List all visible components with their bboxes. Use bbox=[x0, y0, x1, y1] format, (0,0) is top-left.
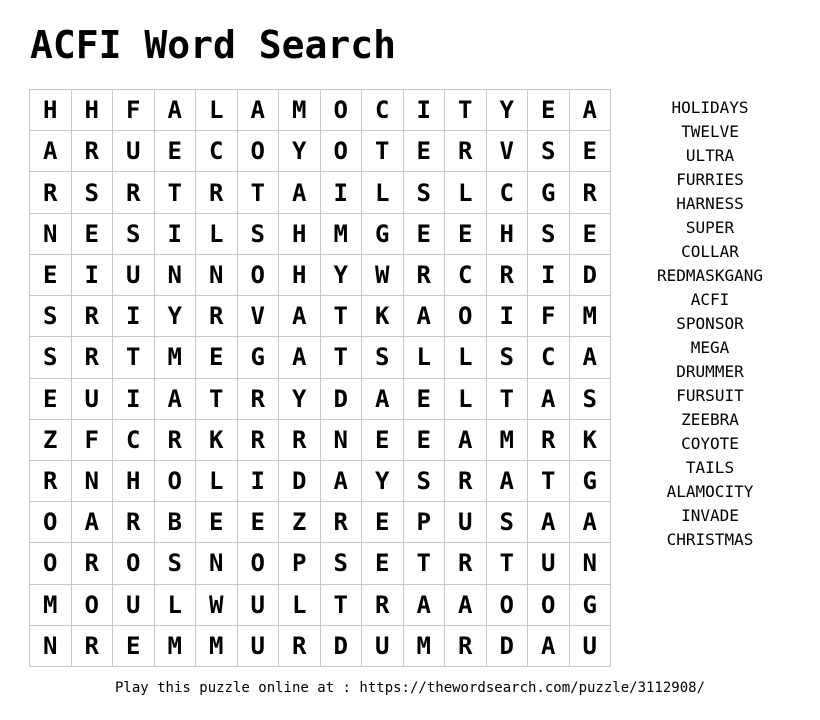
grid-cell[interactable]: R bbox=[404, 255, 446, 296]
grid-cell[interactable]: O bbox=[113, 543, 155, 584]
word-list-item: TAILS bbox=[685, 458, 735, 477]
grid-cell[interactable]: E bbox=[113, 626, 155, 667]
grid-cell[interactable]: R bbox=[321, 502, 363, 543]
grid-cell[interactable]: G bbox=[528, 172, 570, 213]
grid-cell[interactable]: N bbox=[196, 255, 238, 296]
grid-cell[interactable]: I bbox=[113, 296, 155, 337]
word-list-item: CHRISTMAS bbox=[666, 530, 754, 549]
grid-cell[interactable]: R bbox=[570, 172, 612, 213]
grid-cell[interactable]: C bbox=[196, 131, 238, 172]
grid-cell[interactable]: S bbox=[30, 337, 72, 378]
grid-cell[interactable]: T bbox=[362, 131, 404, 172]
grid-cell[interactable]: I bbox=[238, 461, 280, 502]
grid-cell[interactable]: E bbox=[196, 502, 238, 543]
grid-cell[interactable]: U bbox=[445, 502, 487, 543]
grid-cell[interactable]: R bbox=[196, 296, 238, 337]
word-list-item: TWELVE bbox=[681, 122, 739, 141]
grid-cell[interactable]: I bbox=[155, 214, 197, 255]
grid-cell[interactable]: T bbox=[196, 379, 238, 420]
word-list-item: INVADE bbox=[681, 506, 739, 525]
grid-cell[interactable]: A bbox=[279, 172, 321, 213]
grid-cell[interactable]: M bbox=[404, 626, 446, 667]
grid-cell[interactable]: R bbox=[445, 461, 487, 502]
grid-cell[interactable]: S bbox=[487, 337, 529, 378]
grid-cell[interactable]: S bbox=[72, 172, 114, 213]
grid-cell[interactable]: S bbox=[570, 379, 612, 420]
grid-cell[interactable]: T bbox=[445, 90, 487, 131]
grid-cell[interactable]: O bbox=[238, 255, 280, 296]
grid-cell[interactable]: L bbox=[445, 379, 487, 420]
grid-cell[interactable]: O bbox=[321, 131, 363, 172]
word-list-item: COLLAR bbox=[681, 242, 739, 261]
grid-cell[interactable]: A bbox=[445, 585, 487, 626]
grid-cell[interactable]: E bbox=[362, 543, 404, 584]
grid-cell[interactable]: R bbox=[113, 502, 155, 543]
grid-cell[interactable]: C bbox=[362, 90, 404, 131]
grid-cell[interactable]: E bbox=[196, 337, 238, 378]
grid-cell[interactable]: O bbox=[487, 585, 529, 626]
grid-cell[interactable]: E bbox=[362, 502, 404, 543]
grid-cell[interactable]: O bbox=[30, 543, 72, 584]
grid-cell[interactable]: A bbox=[570, 337, 612, 378]
grid-cell[interactable]: F bbox=[113, 90, 155, 131]
word-list-item: ZEEBRA bbox=[681, 410, 739, 429]
grid-cell[interactable]: T bbox=[155, 172, 197, 213]
grid-cell[interactable]: A bbox=[279, 337, 321, 378]
grid-cell[interactable]: R bbox=[279, 626, 321, 667]
grid-cell[interactable]: S bbox=[487, 502, 529, 543]
grid-cell[interactable]: L bbox=[196, 214, 238, 255]
grid-cell[interactable]: N bbox=[30, 214, 72, 255]
grid-cell[interactable]: T bbox=[528, 461, 570, 502]
grid-cell[interactable]: L bbox=[445, 172, 487, 213]
grid-cell[interactable]: R bbox=[279, 420, 321, 461]
grid-cell[interactable]: A bbox=[321, 461, 363, 502]
letter-grid bbox=[29, 89, 611, 667]
grid-cell[interactable]: M bbox=[321, 214, 363, 255]
grid-cell[interactable]: I bbox=[528, 255, 570, 296]
grid-cell[interactable]: R bbox=[72, 543, 114, 584]
grid-cell[interactable]: P bbox=[279, 543, 321, 584]
grid-cell[interactable]: Y bbox=[487, 90, 529, 131]
grid-cell[interactable]: A bbox=[155, 379, 197, 420]
grid-cell[interactable]: U bbox=[570, 626, 612, 667]
grid-cell[interactable]: I bbox=[113, 379, 155, 420]
grid-cell[interactable]: S bbox=[321, 543, 363, 584]
word-list-item: FURRIES bbox=[676, 170, 744, 189]
grid-cell[interactable]: A bbox=[72, 502, 114, 543]
grid-cell[interactable]: M bbox=[196, 626, 238, 667]
grid-cell[interactable]: R bbox=[72, 296, 114, 337]
grid-cell[interactable]: O bbox=[238, 543, 280, 584]
grid-cell[interactable]: A bbox=[570, 502, 612, 543]
grid-cell[interactable]: E bbox=[238, 502, 280, 543]
grid-cell[interactable]: D bbox=[279, 461, 321, 502]
grid-cell[interactable]: C bbox=[445, 255, 487, 296]
grid-cell[interactable]: V bbox=[238, 296, 280, 337]
grid-cell[interactable]: D bbox=[570, 255, 612, 296]
grid-cell[interactable]: M bbox=[155, 337, 197, 378]
grid-cell[interactable]: W bbox=[362, 255, 404, 296]
grid-cell[interactable]: U bbox=[528, 543, 570, 584]
grid-cell[interactable]: E bbox=[30, 379, 72, 420]
grid-cell[interactable]: T bbox=[113, 337, 155, 378]
grid-cell[interactable]: V bbox=[487, 131, 529, 172]
grid-cell[interactable]: E bbox=[404, 131, 446, 172]
grid-cell[interactable]: H bbox=[279, 255, 321, 296]
grid-cell[interactable]: T bbox=[321, 585, 363, 626]
grid-cell[interactable]: R bbox=[238, 420, 280, 461]
grid-cell[interactable]: T bbox=[404, 543, 446, 584]
grid-cell[interactable]: K bbox=[196, 420, 238, 461]
grid-cell[interactable]: G bbox=[362, 214, 404, 255]
word-list-item: SUPER bbox=[685, 218, 735, 237]
grid-cell[interactable]: L bbox=[279, 585, 321, 626]
grid-cell[interactable]: M bbox=[30, 585, 72, 626]
word-list-item: SPONSOR bbox=[676, 314, 744, 333]
grid-cell[interactable]: R bbox=[30, 461, 72, 502]
grid-cell[interactable]: L bbox=[196, 90, 238, 131]
grid-cell[interactable]: O bbox=[445, 296, 487, 337]
grid-cell[interactable]: R bbox=[487, 255, 529, 296]
grid-cell[interactable]: C bbox=[113, 420, 155, 461]
word-list-item: MEGA bbox=[690, 338, 730, 357]
grid-cell[interactable]: S bbox=[30, 296, 72, 337]
grid-cell[interactable]: A bbox=[404, 296, 446, 337]
grid-cell[interactable]: K bbox=[362, 296, 404, 337]
grid-cell[interactable]: A bbox=[445, 420, 487, 461]
grid-cell[interactable]: E bbox=[445, 214, 487, 255]
grid-cell[interactable]: U bbox=[72, 379, 114, 420]
grid-cell[interactable]: A bbox=[528, 379, 570, 420]
grid-cell[interactable]: U bbox=[362, 626, 404, 667]
grid-cell[interactable]: L bbox=[196, 461, 238, 502]
grid-cell[interactable]: O bbox=[155, 461, 197, 502]
grid-cell[interactable]: E bbox=[362, 420, 404, 461]
grid-cell[interactable]: S bbox=[238, 214, 280, 255]
grid-cell[interactable]: R bbox=[445, 626, 487, 667]
grid-cell[interactable]: A bbox=[570, 90, 612, 131]
grid-cell[interactable]: A bbox=[30, 131, 72, 172]
grid-cell[interactable]: T bbox=[321, 296, 363, 337]
grid-cell[interactable]: A bbox=[404, 585, 446, 626]
grid-cell[interactable]: Z bbox=[30, 420, 72, 461]
grid-cell[interactable]: A bbox=[528, 502, 570, 543]
grid-cell[interactable]: N bbox=[72, 461, 114, 502]
grid-cell[interactable]: F bbox=[72, 420, 114, 461]
grid-cell[interactable]: Y bbox=[279, 379, 321, 420]
grid-cell[interactable]: A bbox=[362, 379, 404, 420]
grid-cell[interactable]: R bbox=[155, 420, 197, 461]
grid-cell[interactable]: W bbox=[196, 585, 238, 626]
grid-cell[interactable]: Y bbox=[362, 461, 404, 502]
grid-cell[interactable]: T bbox=[238, 172, 280, 213]
word-list-item: FURSUIT bbox=[676, 386, 744, 405]
word-list-item: ULTRA bbox=[685, 146, 735, 165]
grid-cell[interactable]: E bbox=[570, 214, 612, 255]
grid-cell[interactable]: G bbox=[238, 337, 280, 378]
word-list-item: ALAMOCITY bbox=[666, 482, 754, 501]
grid-cell[interactable]: O bbox=[528, 585, 570, 626]
grid-cell[interactable]: R bbox=[445, 131, 487, 172]
grid-cell[interactable]: R bbox=[113, 172, 155, 213]
grid-cell[interactable]: R bbox=[362, 585, 404, 626]
grid-cell[interactable]: H bbox=[487, 214, 529, 255]
grid-cell[interactable]: D bbox=[321, 379, 363, 420]
grid-cell[interactable]: R bbox=[528, 420, 570, 461]
grid-cell[interactable]: G bbox=[570, 585, 612, 626]
grid-cell[interactable]: E bbox=[404, 420, 446, 461]
grid-cell[interactable]: N bbox=[570, 543, 612, 584]
grid-cell[interactable]: N bbox=[30, 626, 72, 667]
grid-cell[interactable]: L bbox=[445, 337, 487, 378]
grid-cell[interactable]: M bbox=[279, 90, 321, 131]
grid-cell[interactable]: L bbox=[155, 585, 197, 626]
word-list-item: HOLIDAYS bbox=[671, 98, 749, 117]
grid-cell[interactable]: F bbox=[528, 296, 570, 337]
grid-cell[interactable]: S bbox=[404, 461, 446, 502]
grid-cell[interactable]: S bbox=[528, 214, 570, 255]
grid-cell[interactable]: H bbox=[279, 214, 321, 255]
footer-link-text: Play this puzzle online at : https://thewordsearch.com/puzzle/3112908/ bbox=[114, 680, 705, 696]
grid-cell[interactable]: A bbox=[528, 626, 570, 667]
grid-cell[interactable]: D bbox=[321, 626, 363, 667]
grid-cell[interactable]: C bbox=[528, 337, 570, 378]
grid-cell[interactable]: E bbox=[30, 255, 72, 296]
word-list bbox=[640, 96, 780, 552]
word-list-item: HARNESS bbox=[676, 194, 744, 213]
grid-cell[interactable]: R bbox=[72, 131, 114, 172]
grid-cell[interactable]: R bbox=[445, 543, 487, 584]
grid-cell[interactable]: P bbox=[404, 502, 446, 543]
grid-cell[interactable]: I bbox=[404, 90, 446, 131]
grid-cell[interactable]: H bbox=[30, 90, 72, 131]
grid-cell[interactable]: R bbox=[238, 379, 280, 420]
grid-cell[interactable]: T bbox=[487, 543, 529, 584]
grid-cell[interactable]: E bbox=[570, 131, 612, 172]
grid-cell[interactable]: O bbox=[72, 585, 114, 626]
grid-cell[interactable]: M bbox=[155, 626, 197, 667]
word-list-item: DRUMMER bbox=[676, 362, 744, 381]
grid-cell[interactable]: H bbox=[113, 461, 155, 502]
grid-cell[interactable]: O bbox=[238, 131, 280, 172]
grid-cell[interactable]: O bbox=[321, 90, 363, 131]
grid-cell[interactable]: U bbox=[238, 585, 280, 626]
grid-cell[interactable]: K bbox=[570, 420, 612, 461]
grid-cell[interactable]: G bbox=[570, 461, 612, 502]
grid-cell[interactable]: R bbox=[30, 172, 72, 213]
grid-cell[interactable]: U bbox=[238, 626, 280, 667]
grid-cell[interactable]: D bbox=[487, 626, 529, 667]
grid-cell[interactable]: E bbox=[72, 214, 114, 255]
grid-cell[interactable]: L bbox=[404, 337, 446, 378]
grid-cell[interactable]: R bbox=[72, 626, 114, 667]
grid-cell[interactable]: U bbox=[113, 585, 155, 626]
grid-cell[interactable]: M bbox=[487, 420, 529, 461]
grid-cell[interactable]: E bbox=[155, 131, 197, 172]
grid-cell[interactable]: Y bbox=[321, 255, 363, 296]
grid-cell[interactable]: S bbox=[155, 543, 197, 584]
grid-cell[interactable]: M bbox=[570, 296, 612, 337]
grid-cell[interactable]: I bbox=[487, 296, 529, 337]
grid-cell[interactable]: N bbox=[155, 255, 197, 296]
puzzle-title: ACFI Word Search bbox=[30, 23, 397, 67]
word-list-item: REDMASKGANG bbox=[657, 266, 763, 285]
grid-cell[interactable]: H bbox=[72, 90, 114, 131]
grid-cell[interactable]: A bbox=[279, 296, 321, 337]
grid-cell[interactable]: T bbox=[487, 379, 529, 420]
grid-cell[interactable]: I bbox=[72, 255, 114, 296]
grid-cell[interactable]: T bbox=[321, 337, 363, 378]
grid-cell[interactable]: Z bbox=[279, 502, 321, 543]
grid-cell[interactable]: R bbox=[72, 337, 114, 378]
grid-cell[interactable]: O bbox=[30, 502, 72, 543]
word-list-item: COYOTE bbox=[681, 434, 739, 453]
grid-cell[interactable]: C bbox=[487, 172, 529, 213]
grid-cell[interactable]: N bbox=[196, 543, 238, 584]
grid-cell[interactable]: U bbox=[113, 131, 155, 172]
grid-cell[interactable]: A bbox=[487, 461, 529, 502]
word-list-item: ACFI bbox=[690, 290, 730, 309]
grid-cell[interactable]: A bbox=[155, 90, 197, 131]
grid-cell[interactable]: E bbox=[404, 214, 446, 255]
grid-cell[interactable]: S bbox=[528, 131, 570, 172]
grid-cell[interactable]: A bbox=[238, 90, 280, 131]
grid-cell[interactable]: I bbox=[321, 172, 363, 213]
grid-cell[interactable]: B bbox=[155, 502, 197, 543]
grid-cell[interactable]: E bbox=[404, 379, 446, 420]
grid-cell[interactable]: S bbox=[362, 337, 404, 378]
grid-cell[interactable]: R bbox=[196, 172, 238, 213]
grid-cell[interactable]: Y bbox=[279, 131, 321, 172]
grid-cell[interactable]: U bbox=[113, 255, 155, 296]
grid-cell[interactable]: E bbox=[528, 90, 570, 131]
grid-cell[interactable]: Y bbox=[155, 296, 197, 337]
grid-cell[interactable]: N bbox=[321, 420, 363, 461]
grid-cell[interactable]: L bbox=[362, 172, 404, 213]
grid-cell[interactable]: S bbox=[113, 214, 155, 255]
grid-cell[interactable]: S bbox=[404, 172, 446, 213]
